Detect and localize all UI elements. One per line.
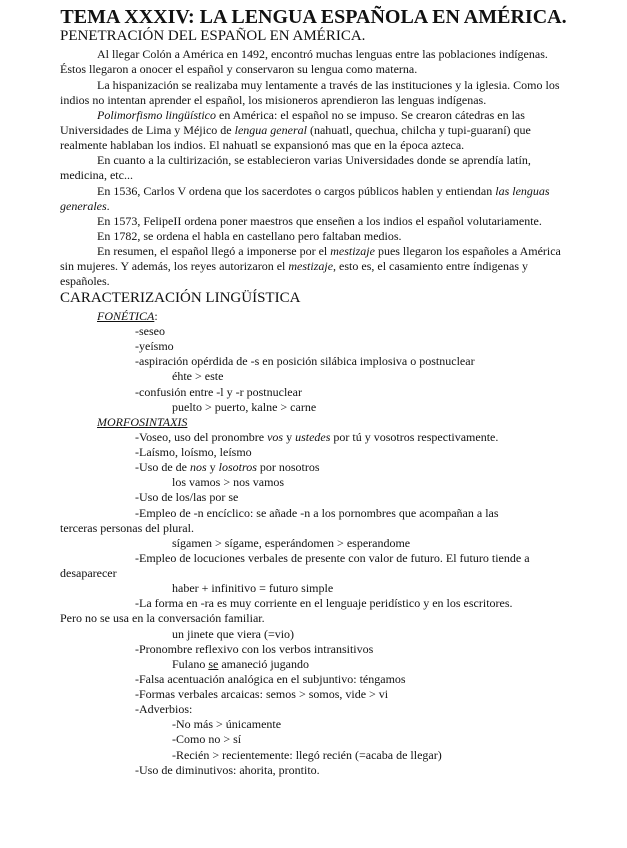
- paragraph-line: En 1573, FelipeII ordena poner maestros que enseñen a los indios el español volutariamente.: [97, 214, 542, 228]
- example-line: sígamen > sígame, esperándomen > esperandome: [172, 536, 411, 550]
- list-item: -Empleo de locuciones verbales de presente con valor de futuro. El futuro tiende a: [135, 551, 530, 565]
- example-line: -Recién > recientemente: llegó recién (=acaba de llegar): [172, 748, 442, 762]
- list-item: -La forma en -ra es muy corriente en el lenguaje peridístico y en los escritores.: [135, 596, 513, 610]
- list-item: -Formas verbales arcaicas: semos > somos, vide > vi: [135, 687, 389, 701]
- list-item: -Empleo de -n encíclico: se añade -n a los pornombres que acompañan a las: [135, 506, 499, 520]
- subsection-morfosintaxis: MORFOSINTAXIS: [97, 415, 188, 429]
- list-item-continuation: Pero no se usa en la conversación familiar.: [60, 611, 265, 625]
- italic-term: lengua general: [234, 123, 307, 137]
- paragraph-line: medicina, etc...: [60, 168, 133, 182]
- example-line: -Como no > sí: [172, 732, 242, 746]
- section-heading-penetracion: PENETRACIÓN DEL ESPAÑOL EN AMÉRICA.: [60, 28, 366, 44]
- list-item: -confusión entre -l y -r postnuclear: [135, 385, 302, 399]
- subsection-fonetica: FONÉTICA:: [97, 309, 158, 323]
- document-title: TEMA XXXIV: LA LENGUA ESPAÑOLA EN AMÉRICA.: [60, 6, 567, 28]
- italic-term: las lenguas: [495, 184, 550, 198]
- list-item: -Falsa acentuación analógica en el subjuntivo: téngamos: [135, 672, 406, 686]
- example-line: éhte > este: [172, 369, 224, 383]
- paragraph-line: Polimorfismo lingüístico en América: el español no se impuso. Se crearon cátedras en las: [97, 108, 525, 122]
- italic-term: Polimorfismo lingüístico: [97, 108, 217, 122]
- italic-term: generales: [60, 199, 107, 213]
- paragraph-line: realmente hablaban los indios. El nahuatl se expansionó mas que en la época azteca.: [60, 138, 465, 152]
- list-item: -seseo: [135, 324, 165, 338]
- paragraph-line: indios no intentan aprender el español, los misioneros aprendieron las lenguas indígenas.: [60, 93, 487, 107]
- list-item: -Pronombre reflexivo con los verbos intransitivos: [135, 642, 374, 656]
- example-line: puelto > puerto, kalne > carne: [172, 400, 317, 414]
- italic-term: mestizaje: [288, 259, 334, 273]
- example-line: -No más > únicamente: [172, 717, 282, 731]
- paragraph-line: En resumen, el español llegó a imponerse por el mestizaje pues llegaron los españoles a América: [97, 244, 561, 258]
- section-heading-caracterizacion: CARACTERIZACIÓN LINGÜÍSTICA: [60, 290, 301, 306]
- paragraph-line: Éstos llegaron a onocer el español y conservaron su lengua como materna.: [60, 62, 418, 76]
- subsection-label: FONÉTICA: [97, 309, 155, 323]
- paragraph-line: Universidades de Lima y Méjico de lengua general (nahuatl, quechua, chilcha y tupi-guaraní) que: [60, 123, 531, 137]
- example-line: los vamos > nos vamos: [172, 475, 285, 489]
- example-line: Fulano se amaneció jugando: [172, 657, 309, 671]
- list-item: -Uso de los/las por se: [135, 490, 239, 504]
- list-item: -aspiración opérdida de -s en posición silábica implosiva o postnuclear: [135, 354, 475, 368]
- list-item-continuation: desaparecer: [60, 566, 117, 580]
- example-line: un jinete que viera (=vio): [172, 627, 295, 641]
- list-item: -Adverbios:: [135, 702, 193, 716]
- example-line: haber + infinitivo = futuro simple: [172, 581, 334, 595]
- paragraph-line: En 1782, se ordena el habla en castellano pero faltaban medios.: [97, 229, 402, 243]
- paragraph-line: generales.: [60, 199, 110, 213]
- paragraph-line: En cuanto a la cultirización, se establecieron varias Universidades donde se aprendía latín,: [97, 153, 531, 167]
- list-item: -yeísmo: [135, 339, 174, 353]
- paragraph-line: En 1536, Carlos V ordena que los sacerdotes o cargos públicos hablen y entiendan las lenguas: [97, 184, 550, 198]
- paragraph-line: Al llegar Colón a América en 1492, encontró muchas lenguas entre las poblaciones indígenas.: [97, 47, 548, 61]
- list-item: -Uso de de nos y losotros por nosotros: [135, 460, 320, 474]
- paragraph-line: sin mujeres. Y además, los reyes autorizaron el mestizaje, esto es, el casamiento entre índigenas y: [60, 259, 528, 273]
- italic-term: mestizaje: [330, 244, 375, 258]
- list-item: -Laísmo, loísmo, leísmo: [135, 445, 252, 459]
- paragraph-line: La hispanización se realizaba muy lentamente a través de las instituciones y la iglesia. Como los: [97, 78, 560, 92]
- list-item: -Uso de diminutivos: ahorita, prontito.: [135, 763, 320, 777]
- paragraph-line: españoles.: [60, 274, 110, 288]
- list-item: -Voseo, uso del pronombre vos y ustedes por tú y vosotros respectivamente.: [135, 430, 499, 444]
- list-item-continuation: terceras personas del plural.: [60, 521, 194, 535]
